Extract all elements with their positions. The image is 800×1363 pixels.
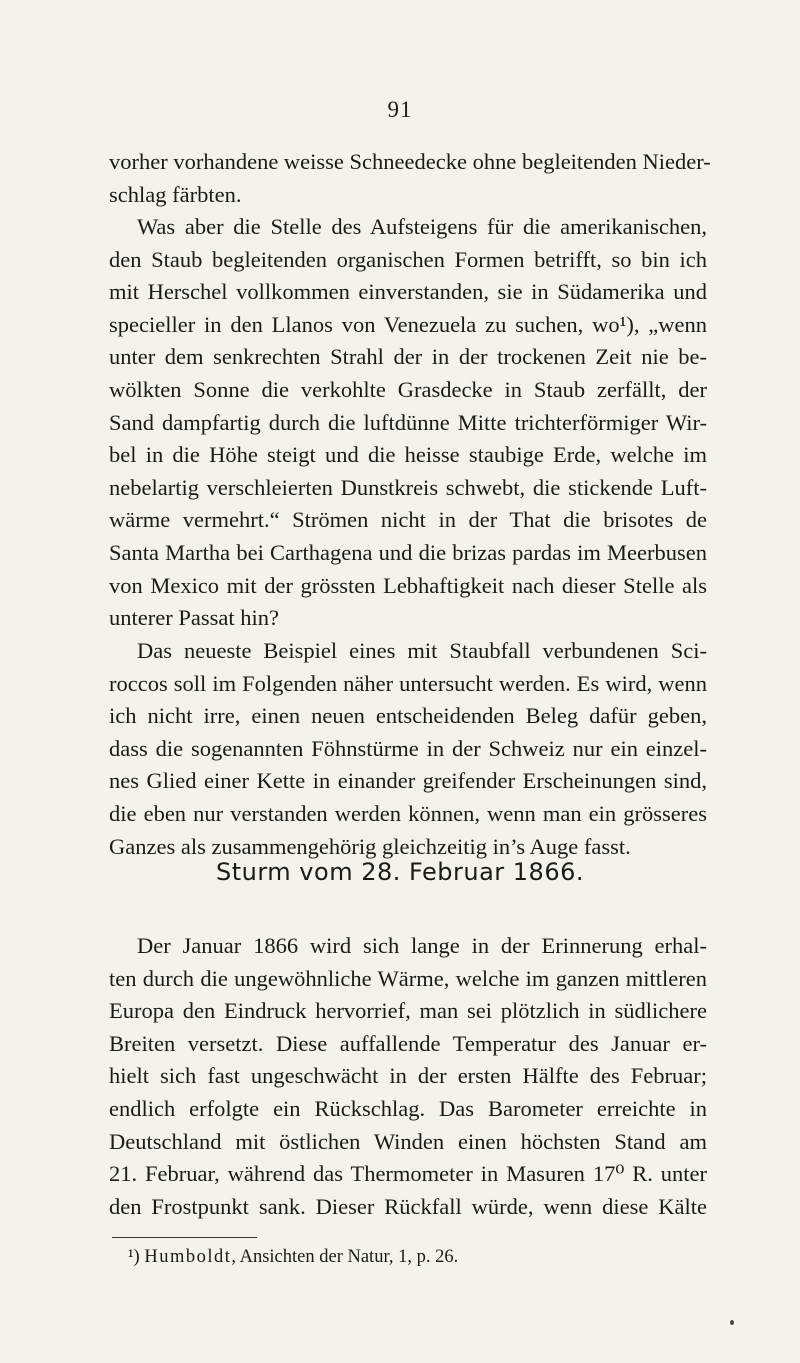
section-heading: Sturm vom 28. Februar 1866. bbox=[216, 858, 584, 886]
text-line: die eben nur verstanden werden können, wenn man ein grösseres bbox=[109, 800, 707, 826]
text-line: Was aber die Stelle des Aufsteigens für die amerikanischen, bbox=[137, 214, 707, 239]
text-line: Der Januar 1866 wird sich lange in der Erinnerung erhal- bbox=[137, 933, 707, 958]
text-line: mit Herschel vollkommen einverstanden, sie in Südamerika und bbox=[109, 279, 707, 305]
text-line: roccos soll im Folgenden näher untersucht werden. Es wird, wenn bbox=[109, 670, 707, 696]
text-line: specieller in den Llanos von Venezuela zu suchen, wo¹), „wenn bbox=[109, 311, 707, 337]
text-line: nebelartig verschleierten Dunstkreis schwebt, die stickende Luft- bbox=[109, 474, 707, 500]
text-line: ich nicht irre, einen neuen entscheidenden Beleg dafür geben, bbox=[109, 703, 707, 729]
text-line: ten durch die ungewöhnliche Wärme, welche im ganzen mittleren bbox=[109, 965, 707, 991]
text-line: 21. Februar, während das Thermometer in Masuren 17⁰ R. unter bbox=[109, 1161, 707, 1187]
text-line: hielt sich fast ungeschwächt in der ersten Hälfte des Februar; bbox=[109, 1063, 707, 1089]
text-line: nes Glied einer Kette in einander greifender Erscheinungen sind, bbox=[109, 768, 707, 794]
text-line: Deutschland mit östlichen Winden einen höchsten Stand am bbox=[109, 1128, 707, 1154]
text-line: unter dem senkrechten Strahl der in der trockenen Zeit nie be- bbox=[109, 344, 707, 370]
text-line: von Mexico mit der grössten Lebhaftigkeit nach dieser Stelle als bbox=[109, 572, 707, 598]
footnote-author: Humboldt bbox=[144, 1247, 232, 1267]
text-line: Sand dampfartig durch die luftdünne Mitte trichterförmiger Wir- bbox=[109, 409, 707, 435]
footnote-marker: ¹) bbox=[128, 1247, 140, 1267]
text-line: vorher vorhandene weisse Schneedecke ohne begleitenden Nieder- bbox=[109, 149, 711, 174]
paragraph-1 bbox=[109, 146, 711, 211]
text-line: den Frostpunkt sank. Dieser Rückfall würde, wenn diese Kälte bbox=[109, 1193, 707, 1219]
text-line: Breiten versetzt. Diese auffallende Temperatur des Januar er- bbox=[109, 1030, 707, 1056]
text-line: Europa den Eindruck hervorrief, man sei plötzlich in südlichere bbox=[109, 998, 707, 1024]
text-line: Das neueste Beispiel eines mit Staubfall verbundenen Sci- bbox=[137, 638, 707, 663]
text-line: Santa Martha bei Carthagena und die brizas pardas im Meerbusen bbox=[109, 539, 707, 565]
footnote-divider bbox=[112, 1237, 257, 1238]
footnote-citation: , Ansichten der Natur, 1, p. 26. bbox=[231, 1247, 459, 1267]
text-line: wärme vermehrt.“ Strömen nicht in der That die brisotes de bbox=[109, 507, 707, 533]
text-line: endlich erfolgte ein Rückschlag. Das Barometer erreichte in bbox=[109, 1095, 707, 1121]
text-line: schlag färbten. bbox=[109, 181, 242, 207]
paragraph-2 bbox=[109, 211, 707, 635]
text-line: den Staub begleitenden organischen Formen betrifft, so bin ich bbox=[109, 246, 707, 272]
footnote bbox=[128, 1244, 458, 1270]
text-line: wölkten Sonne die verkohlte Grasdecke in Staub zerfällt, der bbox=[109, 376, 707, 402]
text-line: dass die sogenannten Föhnstürme in der Schweiz nur ein einzel- bbox=[109, 735, 707, 761]
text-line: bel in die Höhe steigt und die heisse staubige Erde, welche im bbox=[109, 442, 707, 468]
page-number: 91 bbox=[387, 97, 413, 122]
ink-speck bbox=[730, 1320, 734, 1325]
paragraph-4 bbox=[109, 930, 707, 1223]
text-line: Ganzes als zusammengehörig gleichzeitig in’s Auge fasst. bbox=[109, 833, 631, 859]
text-line: unterer Passat hin? bbox=[109, 605, 279, 631]
paragraph-3 bbox=[109, 635, 707, 863]
